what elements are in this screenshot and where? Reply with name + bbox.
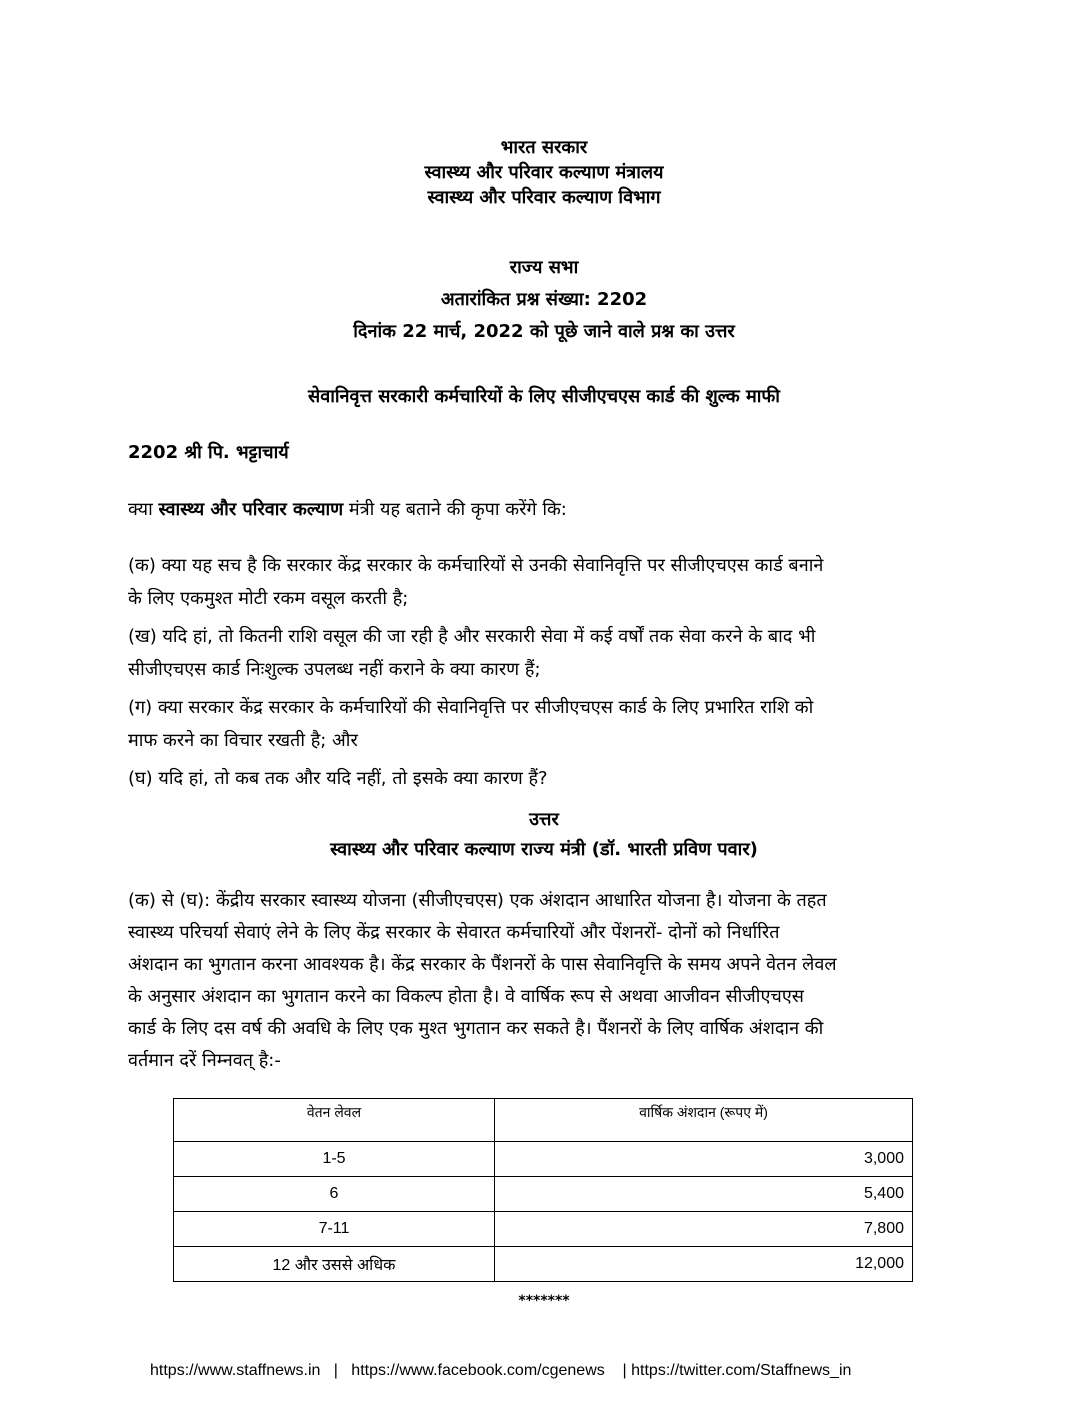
answer-line: कार्ड के लिए दस वर्ष की अवधि के लिए एक मुश्त भुगतान कर सकते है। पैंशनरों के लिए वार्षिक अंशदान की <box>128 1018 824 1039</box>
contribution: 3,000 <box>495 1142 913 1177</box>
question-number: अतारांकित प्रश्न संख्या: 2202 <box>440 289 648 310</box>
question-line: माफ करने का विचार रखती है; और <box>128 730 358 751</box>
asker: 2202 श्री पि. भट्टाचार्य <box>128 442 289 463</box>
footer-separator: | <box>622 1362 627 1379</box>
pay-level: 1-5 <box>174 1142 495 1177</box>
answer-heading: उत्तर <box>529 809 559 830</box>
subject: सेवानिवृत्त सरकारी कर्मचारियों के लिए सीजीएचएस कार्ड की शुल्क माफी <box>308 386 780 407</box>
contribution: 7,800 <box>495 1212 913 1247</box>
pay-level: 12 और उससे अधिक <box>174 1247 495 1282</box>
answer-line: स्वास्थ्य परिचर्या सेवाएं लेने के लिए केंद्र सरकार के सेवारत कर्मचारियों और पेंशनरों- दोनों को निर्धारित <box>128 922 780 943</box>
answer-line: (क) से (घ): केंद्रीय सरकार स्वास्थ्य योजना (सीजीएचएस) एक अंशदान आधारित योजना है। योजना के तहत <box>128 890 827 911</box>
pay-level: 6 <box>174 1177 495 1212</box>
footer <box>150 1362 851 1380</box>
intro-post: मंत्री यह बताने की कृपा करेंगे कि: <box>343 499 567 520</box>
question-line: (ग) क्या सरकार केंद्र सरकार के कर्मचारियों की सेवानिवृत्ति पर सीजीएचएस कार्ड के लिए प्रभारित राशि को <box>128 697 814 718</box>
header-line: स्वास्थ्य और परिवार कल्याण विभाग <box>427 187 661 208</box>
question-line: (क) क्या यह सच है कि सरकार केंद्र सरकार के कर्मचारियों से उनकी सेवानिवृत्ति पर सीजीएचएस कार्ड बनाने <box>128 555 824 576</box>
contribution: 5,400 <box>495 1177 913 1212</box>
table-row <box>174 1177 913 1212</box>
answer-line: के अनुसार अंशदान का भुगतान करने का विकल्प होता है। वे वार्षिक रूप से अथवा आजीवन सीजीएचएस <box>128 986 804 1007</box>
contribution-table <box>173 1098 913 1282</box>
intro-ministry: स्वास्थ्य और परिवार कल्याण <box>158 499 344 520</box>
question-line: के लिए एकमुश्त मोटी रकम वसूल करती है; <box>128 588 409 609</box>
intro <box>128 498 968 522</box>
table-row <box>174 1212 913 1247</box>
footer-link-staffnews[interactable]: https://www.staffnews.in <box>150 1362 321 1379</box>
footer-separator: | <box>333 1362 338 1379</box>
question-line: (ख) यदि हां, तो कितनी राशि वसूल की जा रही है और सरकारी सेवा में कई वर्षों तक सेवा करने के बाद भी <box>128 626 816 647</box>
footer-link-facebook[interactable]: https://www.facebook.com/cgenews <box>351 1362 605 1379</box>
pay-level: 7-11 <box>174 1212 495 1247</box>
answer-line: वर्तमान दरें निम्नवत् है:- <box>128 1050 281 1071</box>
question-line: (घ) यदि हां, तो कब तक और यदि नहीं, तो इसके क्या कारण हैं? <box>128 768 548 789</box>
table-row <box>174 1142 913 1177</box>
contribution: 12,000 <box>495 1247 913 1282</box>
header-line: स्वास्थ्य और परिवार कल्याण मंत्रालय <box>424 162 664 183</box>
answer-line: अंशदान का भुगतान करना आवश्यक है। केंद्र सरकार के पैंशनरों के पास सेवानिवृत्ति के समय अपने वेतन लेवल <box>128 954 837 975</box>
header-pay-level: वेतन लेवल <box>174 1099 495 1142</box>
question-line: सीजीएचएस कार्ड निःशुल्क उपलब्ध नहीं कराने के क्या कारण हैं; <box>128 659 541 680</box>
date-line: दिनांक 22 मार्च, 2022 को पूछे जाने वाले प्रश्न का उत्तर <box>353 321 735 342</box>
header-line: भारत सरकार <box>500 137 588 158</box>
house-name: राज्य सभा <box>509 257 579 278</box>
end-mark: ******* <box>518 1293 570 1309</box>
header-annual-contribution: वार्षिक अंशदान (रूपए में) <box>495 1099 913 1142</box>
intro-pre: क्या <box>128 499 159 520</box>
table-header-row <box>174 1099 913 1142</box>
minister-line: स्वास्थ्य और परिवार कल्याण राज्य मंत्री (डॉ. भारती प्रविण पवार) <box>330 839 758 860</box>
footer-link-twitter[interactable]: https://twitter.com/Staffnews_in <box>631 1362 852 1379</box>
table-row <box>174 1247 913 1282</box>
